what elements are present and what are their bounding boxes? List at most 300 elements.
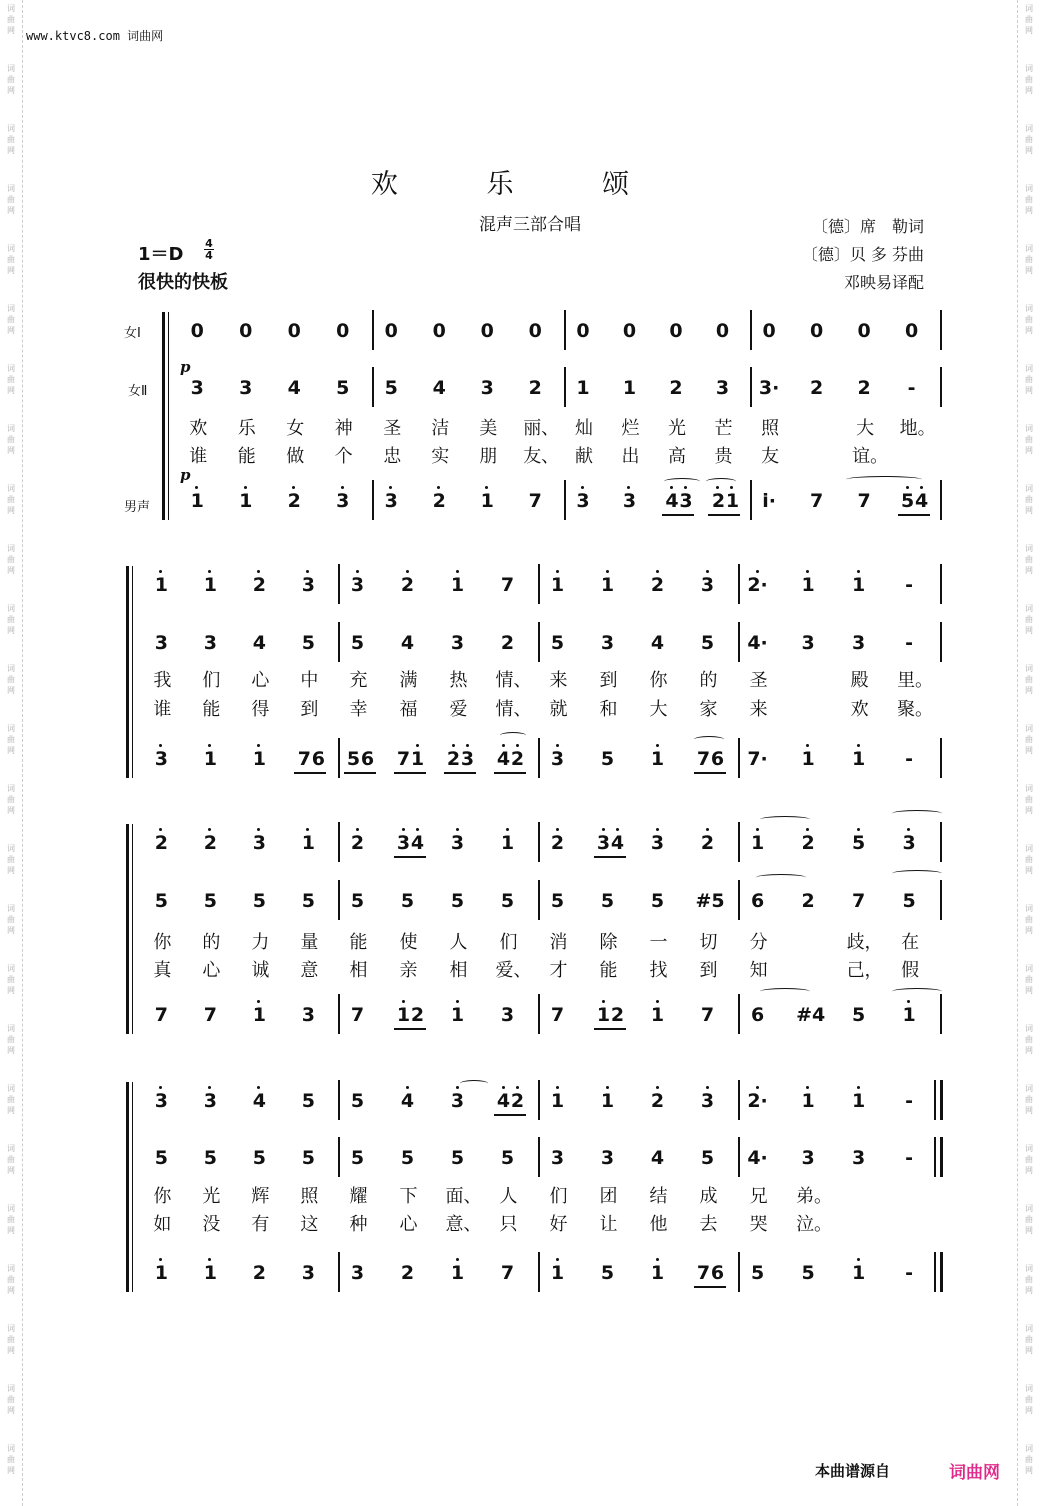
lyric-syllable: 忠 bbox=[383, 446, 402, 467]
note-men: - bbox=[905, 748, 913, 770]
lyric-syllable: 欢 bbox=[189, 418, 208, 439]
part-label-men: 男声 bbox=[124, 500, 151, 515]
lyric-syllable: 圣 bbox=[383, 418, 402, 439]
watermark-glyph: 网 bbox=[1025, 1466, 1033, 1475]
watermark-glyph: 网 bbox=[7, 1346, 15, 1355]
note-women2: 5 bbox=[252, 890, 266, 912]
note-women2: 5 bbox=[400, 1147, 415, 1169]
note-men: 1 bbox=[646, 1262, 670, 1284]
note-women2: 2 bbox=[857, 377, 871, 399]
barline bbox=[934, 1252, 936, 1292]
note-men: 2 bbox=[282, 490, 306, 512]
watermark-glyph: 词 bbox=[1025, 64, 1033, 73]
barline bbox=[738, 1252, 740, 1292]
watermark-glyph: 曲 bbox=[7, 375, 15, 384]
lyric-syllable: 消 bbox=[549, 932, 568, 953]
lyric-syllable: 亲 bbox=[399, 960, 418, 981]
note-women1: 1 bbox=[596, 574, 620, 596]
lyric-syllable: 出 bbox=[621, 446, 640, 467]
note-women1: 2 bbox=[646, 1090, 670, 1112]
note-women1: 3 bbox=[296, 574, 320, 596]
watermark-glyph: 网 bbox=[7, 206, 15, 215]
watermark-glyph: 网 bbox=[1025, 566, 1033, 575]
note-women1: 1 bbox=[847, 1090, 871, 1112]
watermark-glyph: 词 bbox=[7, 604, 15, 613]
watermark-glyph: 曲 bbox=[7, 1455, 15, 1464]
lyric-syllable: 没 bbox=[202, 1214, 221, 1235]
watermark-glyph: 网 bbox=[1025, 1226, 1033, 1235]
lyric-syllable: 他 bbox=[649, 1214, 668, 1235]
barline bbox=[750, 367, 752, 407]
tie-slur bbox=[892, 810, 942, 817]
note-women2: 2 bbox=[801, 890, 815, 912]
note-women1: 3 bbox=[646, 832, 670, 854]
watermark-glyph: 词 bbox=[1025, 1444, 1033, 1453]
barline bbox=[940, 310, 942, 350]
watermark-glyph: 曲 bbox=[7, 735, 15, 744]
tempo-marking: 很快的快板 bbox=[138, 272, 228, 293]
note-women2: 5 bbox=[301, 890, 315, 912]
lyric-syllable: 大 bbox=[856, 418, 875, 439]
lyric-syllable: 实 bbox=[431, 446, 450, 467]
note-women2: 5 bbox=[500, 890, 515, 912]
note-women2: 5 bbox=[336, 377, 350, 399]
watermark-glyph: 词 bbox=[1025, 184, 1033, 193]
barline bbox=[940, 622, 942, 662]
note-men: 5 bbox=[801, 1262, 815, 1284]
watermark-glyph: 曲 bbox=[1025, 675, 1033, 684]
note-women2: 5 bbox=[450, 1147, 465, 1169]
note-men: 7 bbox=[297, 748, 311, 770]
beam-underline bbox=[594, 856, 626, 858]
watermark-glyph: 网 bbox=[7, 86, 15, 95]
note-women1: 0 bbox=[857, 320, 871, 342]
note-men: 7 bbox=[550, 1004, 565, 1026]
note-women1: 3 bbox=[446, 832, 470, 854]
note-women2: 2 bbox=[500, 632, 515, 654]
note-women2: 5 bbox=[350, 890, 365, 912]
lyric-syllable: 你 bbox=[153, 1186, 172, 1207]
lyric-syllable: 耀 bbox=[349, 1186, 368, 1207]
note-women2: 5 bbox=[301, 1147, 315, 1169]
barline bbox=[372, 480, 374, 520]
note-men: 6 bbox=[360, 748, 375, 770]
watermark-glyph: 曲 bbox=[7, 435, 15, 444]
note-women1: 1 bbox=[546, 1090, 570, 1112]
barline bbox=[538, 822, 540, 862]
watermark-glyph: 网 bbox=[7, 566, 15, 575]
watermark-glyph: 曲 bbox=[7, 675, 15, 684]
watermark-glyph: 词 bbox=[1025, 1024, 1033, 1033]
tie-slur bbox=[694, 736, 724, 743]
note-women2: 3 bbox=[239, 377, 253, 399]
lyric-syllable: 诚 bbox=[251, 960, 270, 981]
footer-brand-link[interactable]: 词曲网 bbox=[949, 1463, 1000, 1483]
note-men: 1 bbox=[406, 748, 430, 770]
lyric-syllable: 就 bbox=[549, 699, 568, 720]
note-women1: 3 bbox=[198, 1090, 222, 1112]
note-women2: 6 bbox=[750, 890, 765, 912]
watermark-glyph: 网 bbox=[1025, 326, 1033, 335]
note-men: 4 bbox=[492, 748, 516, 770]
lyric-syllable: 一 bbox=[649, 932, 668, 953]
lyric-syllable: 爱、 bbox=[495, 960, 532, 981]
system-bracket bbox=[126, 1082, 129, 1292]
barline bbox=[338, 564, 340, 604]
note-men: 1 bbox=[392, 1004, 416, 1026]
beam-underline bbox=[394, 856, 426, 858]
tie-slur bbox=[892, 870, 942, 877]
song-title: 欢 乐 颂 bbox=[370, 169, 670, 200]
watermark-glyph: 词 bbox=[7, 1444, 15, 1453]
barline bbox=[538, 1252, 540, 1292]
lyric-syllable: 才 bbox=[549, 960, 568, 981]
watermark-glyph: 词 bbox=[7, 1144, 15, 1153]
note-women2: 3 bbox=[600, 632, 615, 654]
lyric-syllable: 做 bbox=[286, 446, 305, 467]
note-women1: 3 bbox=[149, 1090, 173, 1112]
lyric-syllable: 切 bbox=[699, 932, 718, 953]
watermark-glyph: 网 bbox=[1025, 986, 1033, 995]
note-women1: 0 bbox=[669, 320, 683, 342]
barline bbox=[940, 880, 942, 920]
lyric-syllable: 照 bbox=[300, 1186, 319, 1207]
note-men: 1 bbox=[149, 1262, 173, 1284]
note-women1: 4 bbox=[396, 1090, 420, 1112]
watermark-glyph: 网 bbox=[7, 1406, 15, 1415]
watermark-glyph: 词 bbox=[7, 784, 15, 793]
watermark-glyph: 曲 bbox=[1025, 855, 1033, 864]
note-men: 7· bbox=[747, 748, 768, 770]
note-men: 2 bbox=[442, 748, 466, 770]
note-men: 2 bbox=[410, 1004, 425, 1026]
note-women2: 2 bbox=[528, 377, 542, 399]
watermark-glyph: 曲 bbox=[1025, 195, 1033, 204]
lyric-syllable: 聚。 bbox=[897, 699, 934, 720]
note-women2: 2 bbox=[669, 377, 683, 399]
watermark-glyph: 词 bbox=[7, 724, 15, 733]
note-women2: 5 bbox=[400, 890, 415, 912]
watermark-glyph: 网 bbox=[7, 806, 15, 815]
barline bbox=[338, 880, 340, 920]
watermark-glyph: 曲 bbox=[1025, 75, 1033, 84]
credit-lyricist: 〔德〕席 勒词 bbox=[811, 217, 924, 236]
beam-underline bbox=[708, 514, 740, 516]
note-women2: 3 bbox=[715, 377, 730, 399]
lyric-syllable: 家 bbox=[699, 699, 718, 720]
lyric-syllable: 和 bbox=[599, 699, 618, 720]
lyric-syllable: 中 bbox=[300, 670, 319, 691]
note-women1: 5 bbox=[350, 1090, 365, 1112]
lyric-syllable: 情、 bbox=[495, 670, 532, 691]
barline bbox=[738, 994, 740, 1034]
lyric-syllable: 有 bbox=[251, 1214, 270, 1235]
part-label-women2: 女Ⅱ bbox=[128, 384, 148, 399]
note-women2: 3· bbox=[758, 377, 780, 399]
note-women1: 0 bbox=[287, 320, 301, 342]
note-men: 5 bbox=[600, 1262, 615, 1284]
note-women1: 7 bbox=[500, 574, 515, 596]
note-women2: 3 bbox=[801, 1147, 815, 1169]
key-signature: 1＝D bbox=[138, 244, 184, 265]
lyric-syllable: 美 bbox=[479, 418, 498, 439]
note-men: 5 bbox=[750, 1262, 765, 1284]
barline bbox=[940, 480, 942, 520]
beam-underline bbox=[394, 1028, 426, 1030]
watermark-glyph: 网 bbox=[7, 1286, 15, 1295]
time-signature-bottom: 4 bbox=[205, 249, 213, 262]
barline bbox=[538, 1137, 540, 1177]
note-women2: 5 bbox=[301, 632, 315, 654]
barline bbox=[564, 367, 566, 407]
lyric-syllable: 泣。 bbox=[796, 1214, 833, 1235]
note-men: 4 bbox=[910, 490, 934, 512]
watermark-glyph: 曲 bbox=[1025, 135, 1033, 144]
note-women1: 2 bbox=[796, 832, 820, 854]
note-women1: 5 bbox=[847, 832, 871, 854]
note-men: 1 bbox=[446, 1004, 470, 1026]
lyric-syllable: 分 bbox=[749, 932, 768, 953]
watermark-glyph: 网 bbox=[1025, 626, 1033, 635]
barline bbox=[738, 738, 740, 778]
lyric-syllable: 到 bbox=[300, 699, 319, 720]
note-men: i· bbox=[762, 490, 776, 512]
watermark-glyph: 词 bbox=[7, 544, 15, 553]
note-women1: 0 bbox=[528, 320, 542, 342]
lyric-syllable: 你 bbox=[153, 932, 172, 953]
watermark-glyph: 曲 bbox=[7, 555, 15, 564]
note-women1: 1 bbox=[796, 574, 820, 596]
note-men: 3 bbox=[500, 1004, 515, 1026]
note-women1: 3 bbox=[897, 832, 921, 854]
note-women1: 2 bbox=[696, 832, 720, 854]
watermark-glyph: 网 bbox=[1025, 146, 1033, 155]
watermark-glyph: 网 bbox=[1025, 686, 1033, 695]
watermark-glyph: 网 bbox=[1025, 386, 1033, 395]
watermark-glyph: 曲 bbox=[1025, 1215, 1033, 1224]
note-women1: 4 bbox=[492, 1090, 516, 1112]
lyric-syllable: 人 bbox=[449, 932, 468, 953]
lyric-syllable: 好 bbox=[549, 1214, 568, 1235]
watermark-glyph: 网 bbox=[7, 746, 15, 755]
watermark-glyph: 词 bbox=[1025, 1384, 1033, 1393]
lyric-syllable: 献 bbox=[574, 446, 593, 467]
note-men: 3 bbox=[301, 1262, 315, 1284]
watermark-glyph: 词 bbox=[7, 1264, 15, 1273]
note-women2: 3 bbox=[203, 632, 217, 654]
watermark-glyph: 词 bbox=[7, 1324, 15, 1333]
watermark-glyph: 词 bbox=[7, 664, 15, 673]
watermark-glyph: 词 bbox=[7, 1204, 15, 1213]
lyric-syllable: 心 bbox=[251, 670, 270, 691]
note-women2: 5 bbox=[700, 1147, 715, 1169]
note-men: 1 bbox=[720, 490, 744, 512]
lyric-syllable: 女 bbox=[286, 418, 305, 439]
lyric-syllable: 人 bbox=[499, 1186, 518, 1207]
note-men: 1 bbox=[198, 1262, 222, 1284]
system-bracket-line bbox=[132, 566, 133, 778]
note-women1: 2· bbox=[747, 574, 768, 596]
watermark-glyph: 曲 bbox=[7, 1395, 15, 1404]
note-women2: 5 bbox=[154, 890, 168, 912]
watermark-glyph: 曲 bbox=[7, 795, 15, 804]
watermark-glyph: 词 bbox=[7, 964, 15, 973]
note-women1: 1 bbox=[446, 574, 470, 596]
lyric-syllable: 你 bbox=[649, 670, 668, 691]
note-women1: 2 bbox=[149, 832, 173, 854]
note-men: 3 bbox=[149, 748, 173, 770]
lyric-syllable: 下 bbox=[399, 1186, 418, 1207]
watermark-glyph: 网 bbox=[7, 1046, 15, 1055]
watermark-glyph: 曲 bbox=[7, 1335, 15, 1344]
note-men: 2 bbox=[506, 748, 530, 770]
note-women1: 0 bbox=[715, 320, 730, 342]
watermark-glyph: 网 bbox=[1025, 1406, 1033, 1415]
watermark-glyph: 曲 bbox=[7, 615, 15, 624]
watermark-glyph: 网 bbox=[7, 266, 15, 275]
watermark-glyph: 网 bbox=[7, 506, 15, 515]
note-women1: 0 bbox=[810, 320, 824, 342]
barline bbox=[940, 822, 942, 862]
barline bbox=[940, 367, 942, 407]
note-men: 3 bbox=[350, 1262, 365, 1284]
note-women2: 5 bbox=[902, 890, 916, 912]
lyric-syllable: 友 bbox=[761, 446, 780, 467]
watermark-glyph: 词 bbox=[7, 484, 15, 493]
lyric-syllable: 我 bbox=[153, 670, 172, 691]
lyric-syllable: 力 bbox=[251, 932, 270, 953]
credit-translator: 邓映易译配 bbox=[843, 273, 924, 292]
note-women1: 4 bbox=[406, 832, 430, 854]
watermark-glyph: 词 bbox=[7, 304, 15, 313]
note-women2: 3 bbox=[600, 1147, 615, 1169]
watermark-glyph: 网 bbox=[1025, 926, 1033, 935]
lyric-syllable: 假 bbox=[901, 960, 920, 981]
note-women2: 4 bbox=[432, 377, 446, 399]
note-women2: - bbox=[905, 1147, 913, 1169]
note-men: 1 bbox=[247, 1004, 271, 1026]
lyric-syllable: 结 bbox=[649, 1186, 668, 1207]
barline bbox=[338, 622, 340, 662]
note-men: 7 bbox=[500, 1262, 515, 1284]
lyric-syllable: 乐 bbox=[237, 418, 256, 439]
note-men: 7 bbox=[700, 1004, 715, 1026]
note-men: 1 bbox=[646, 748, 670, 770]
watermark-glyph: 网 bbox=[1025, 446, 1033, 455]
watermark-glyph: 曲 bbox=[7, 255, 15, 264]
watermark-glyph: 网 bbox=[1025, 266, 1033, 275]
lyric-syllable: 到 bbox=[699, 960, 718, 981]
footer-source-label: 本曲谱源自 bbox=[814, 1462, 890, 1480]
lyric-syllable: 情、 bbox=[495, 699, 532, 720]
note-women1: 3 bbox=[696, 574, 720, 596]
watermark-glyph: 网 bbox=[7, 1166, 15, 1175]
note-men: 5 bbox=[896, 490, 920, 512]
note-women1: 0 bbox=[905, 320, 919, 342]
note-women1: 3 bbox=[247, 832, 271, 854]
note-men: 1 bbox=[475, 490, 499, 512]
watermark-glyph: 词 bbox=[1025, 304, 1033, 313]
lyric-syllable: 地。 bbox=[899, 418, 936, 439]
lyric-syllable: 让 bbox=[599, 1214, 618, 1235]
watermark-glyph: 词 bbox=[1025, 904, 1033, 913]
watermark-glyph: 曲 bbox=[1025, 495, 1033, 504]
watermark-glyph: 词 bbox=[7, 64, 15, 73]
watermark-glyph: 词 bbox=[1025, 364, 1033, 373]
lyric-syllable: 弟。 bbox=[796, 1186, 833, 1207]
note-women1: 4 bbox=[606, 832, 630, 854]
lyric-syllable: 得 bbox=[251, 699, 270, 720]
barline bbox=[564, 310, 566, 350]
lyric-syllable: 光 bbox=[202, 1186, 221, 1207]
note-men: 7 bbox=[528, 490, 542, 512]
note-men: 3 bbox=[331, 490, 355, 512]
note-women2: 5 bbox=[154, 1147, 168, 1169]
note-men: 5 bbox=[851, 1004, 866, 1026]
watermark-glyph: 曲 bbox=[1025, 1155, 1033, 1164]
site-url[interactable]: www.ktvc8.com 词曲网 bbox=[26, 29, 164, 43]
note-women1: 2 bbox=[396, 574, 420, 596]
watermark-glyph: 曲 bbox=[1025, 255, 1033, 264]
watermark-glyph: 曲 bbox=[7, 15, 15, 24]
barline bbox=[738, 1080, 740, 1120]
barline bbox=[564, 480, 566, 520]
note-women1: 2 bbox=[546, 832, 570, 854]
watermark-glyph: 曲 bbox=[7, 495, 15, 504]
system-bracket bbox=[126, 824, 129, 1034]
barline bbox=[934, 1137, 936, 1177]
note-women1: 5 bbox=[301, 1090, 315, 1112]
note-women1: 0 bbox=[432, 320, 446, 342]
watermark-glyph: 网 bbox=[1025, 26, 1033, 35]
watermark-glyph: 网 bbox=[1025, 1046, 1033, 1055]
note-women2: 5 bbox=[203, 890, 217, 912]
lyric-syllable: 充 bbox=[349, 670, 368, 691]
note-men: 7 bbox=[203, 1004, 217, 1026]
note-men: 7 bbox=[857, 490, 871, 512]
barline bbox=[338, 738, 340, 778]
note-women1: 1 bbox=[546, 574, 570, 596]
beam-underline bbox=[898, 514, 930, 516]
note-men: 2 bbox=[427, 490, 451, 512]
watermark-glyph: 词 bbox=[1025, 1204, 1033, 1213]
watermark-glyph: 曲 bbox=[1025, 435, 1033, 444]
watermark-glyph: 词 bbox=[7, 184, 15, 193]
lyric-syllable: 圣 bbox=[749, 670, 768, 691]
barline bbox=[940, 1137, 943, 1177]
watermark-glyph: 词 bbox=[1025, 1084, 1033, 1093]
note-women1: 1 bbox=[496, 832, 520, 854]
watermark-glyph: 曲 bbox=[1025, 615, 1033, 624]
watermark-glyph: 网 bbox=[1025, 1286, 1033, 1295]
note-women2: 5 bbox=[203, 1147, 217, 1169]
lyric-syllable: 意、 bbox=[445, 1214, 482, 1235]
watermark-glyph: 网 bbox=[1025, 506, 1033, 515]
system-bracket bbox=[126, 566, 129, 778]
watermark-glyph: 词 bbox=[7, 4, 15, 13]
note-women2: 4 bbox=[287, 377, 301, 399]
watermark-glyph: 词 bbox=[1025, 424, 1033, 433]
note-men: 2 bbox=[610, 1004, 625, 1026]
note-men: 6 bbox=[311, 748, 325, 770]
note-women2: 4· bbox=[747, 1147, 768, 1169]
note-women1: 0 bbox=[384, 320, 398, 342]
tie-slur bbox=[760, 988, 810, 995]
note-women2: 5 bbox=[550, 890, 565, 912]
note-women2: 7 bbox=[851, 890, 866, 912]
watermark-glyph: 网 bbox=[1025, 866, 1033, 875]
watermark-glyph: 词 bbox=[1025, 1324, 1033, 1333]
